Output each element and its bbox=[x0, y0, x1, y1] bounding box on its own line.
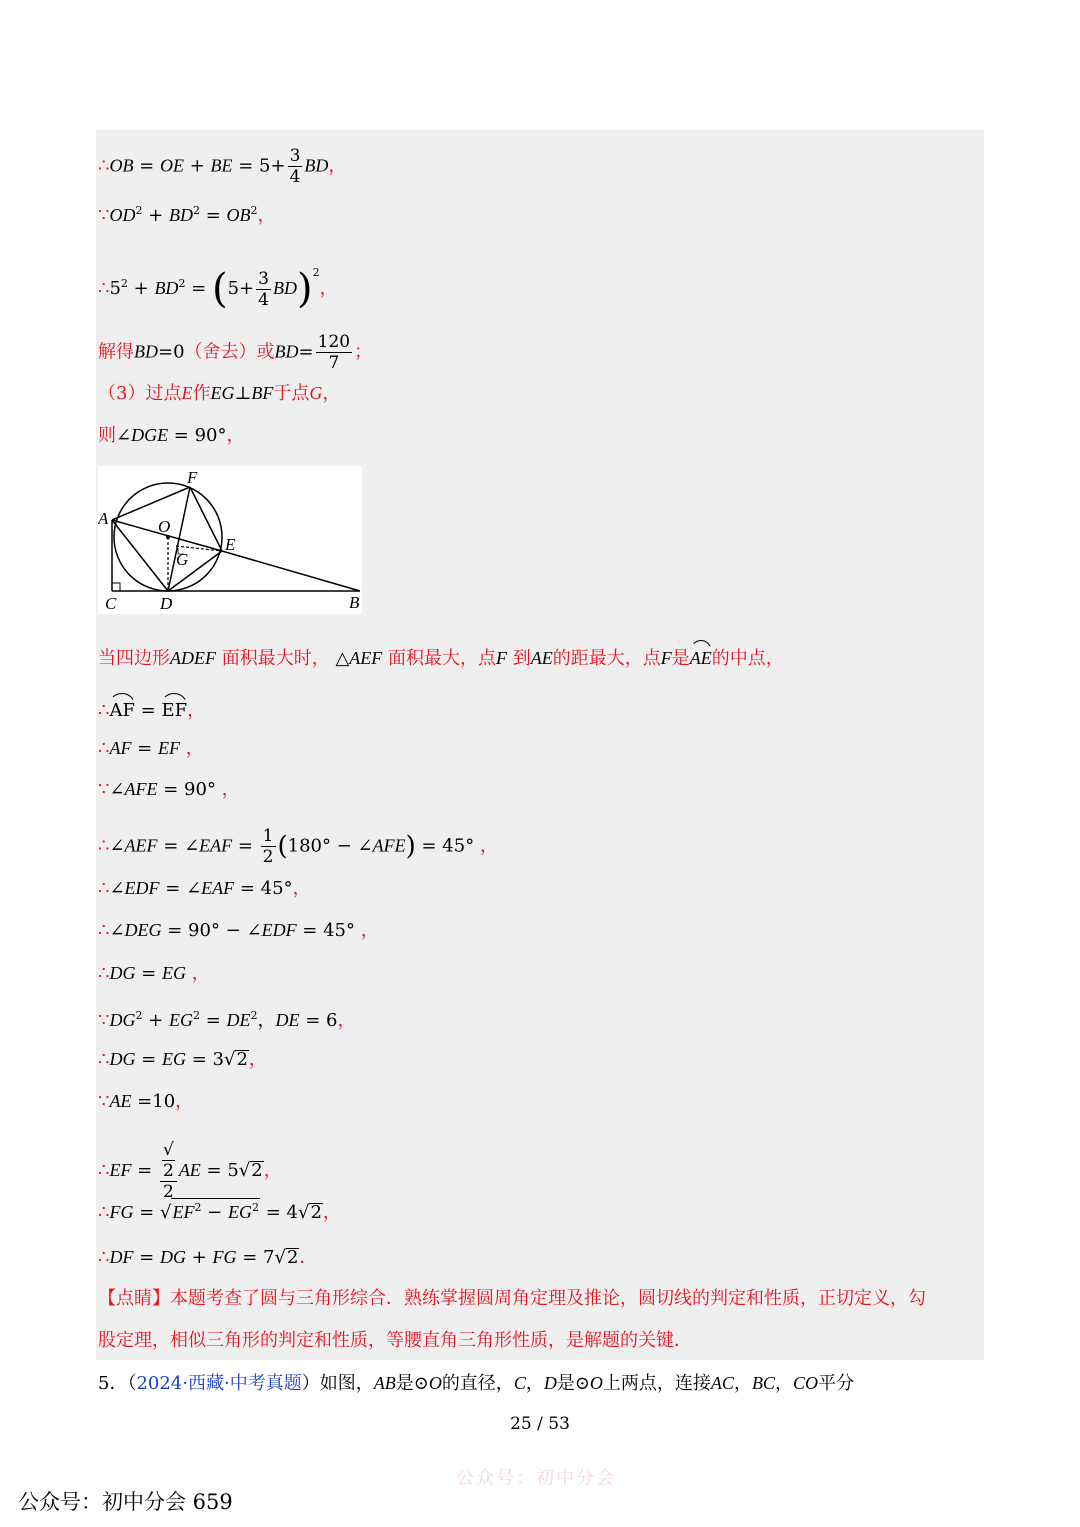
comment-tag: 【点睛】 bbox=[98, 1288, 170, 1309]
equation-substitution: $\therefore 5^2 + BD^2 = (5+$ $\frac{3}{4}$ BD)$^2$， bbox=[98, 266, 338, 312]
watermark-left: 公众号：初中分会 659 bbox=[18, 1490, 233, 1514]
label-b: B bbox=[349, 593, 360, 612]
value-df: ∴DF = DG + FG = 7√2． bbox=[98, 1247, 318, 1268]
equation-pythagoras-obd: $\because OD^2 + BD^2 = OB^2$， bbox=[98, 204, 276, 226]
equation-dg-eg-de: $\because DG^2 + EG^2 = DE^2$，DE = 6， bbox=[98, 1009, 356, 1031]
watermark-center: 公众号：初中分会 bbox=[456, 1468, 616, 1489]
angle-dge: 则∠DGE = 90°， bbox=[98, 425, 245, 446]
comment-line-2: 股定理，相似三角形的判定和性质，等腰直角三角形性质，是解题的关键． bbox=[98, 1330, 692, 1351]
value-ae: ∵AE =10， bbox=[98, 1091, 194, 1112]
comment-line-1: 【点睛】本题考查了圆与三角形综合．熟练掌握圆周角定理及推论，圆切线的判定和性质，正切定义，勾 bbox=[98, 1288, 926, 1309]
label-a: A bbox=[98, 509, 109, 528]
label-d: D bbox=[160, 594, 173, 613]
geometry-diagram bbox=[98, 466, 362, 614]
part-3-construction: （3）过点E作EG⊥BF于点G， bbox=[98, 383, 341, 404]
max-area-statement: 当四边形ADEF 面积最大时， △AEF 面积最大，点F 到AE的距最大，点F是AE的中点， bbox=[98, 644, 784, 670]
value-dg: ∴DG = EG = 3√2， bbox=[98, 1049, 267, 1070]
next-problem: 5．（2024·西藏·中考真题）如图，AB是⊙O的直径，C，D是⊙O上两点，连接AC，BC，CO平分 bbox=[98, 1373, 854, 1394]
equation-ob: ∴OB = OE + BE = 5+ $\frac{3}{4}$ BD， bbox=[98, 146, 347, 187]
label-g: G bbox=[176, 550, 189, 569]
angle-deg: ∴∠DEG = 90° − ∠EDF = 45° ， bbox=[98, 920, 379, 941]
label-f: F bbox=[187, 468, 198, 487]
angle-aef: ∴∠AEF = ∠EAF = $\frac{1}{2}$ (180° − ∠AFE) = 45° ， bbox=[98, 826, 498, 867]
angle-edf: ∴∠EDF = ∠EAF = 45°， bbox=[98, 878, 311, 899]
angle-afe: ∵∠AFE = 90° ， bbox=[98, 779, 240, 800]
equation-af-ef: ∴AF = EF ， bbox=[98, 738, 204, 759]
page-number: 25 / 53 bbox=[510, 1414, 570, 1434]
value-ef: ∴EF = √ 2 2 AE = 5√2， bbox=[98, 1140, 282, 1202]
arc-equality: ∴AF = EF， bbox=[98, 697, 205, 722]
label-c: C bbox=[105, 594, 117, 613]
label-o: O bbox=[158, 517, 171, 536]
value-fg: ∴FG = $√EF^2 - EG^2 = 4√2$， bbox=[98, 1198, 341, 1224]
label-e: E bbox=[225, 535, 236, 554]
problem-source: 2024·西藏·中考真题 bbox=[136, 1373, 302, 1394]
equation-dg-eg: ∴DG = EG ， bbox=[98, 963, 210, 984]
solution-bd: 解得BD=0（舍去）或BD= $\frac{120}{7}$ ； bbox=[98, 332, 373, 373]
